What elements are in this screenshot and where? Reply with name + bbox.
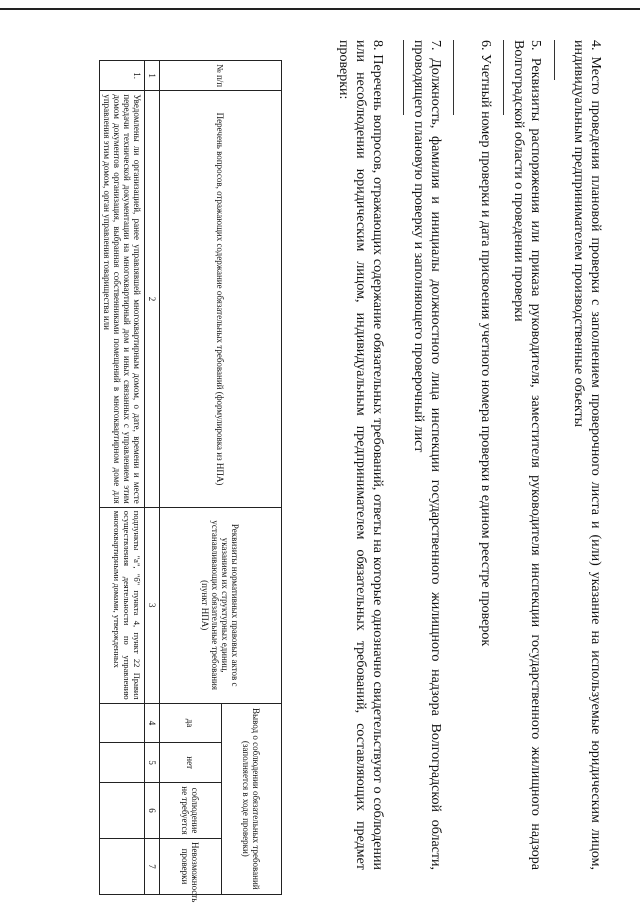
table-index-row [145,61,160,895]
paragraph-4-text: 4. Место проведения плановой проверки с заполнением проверочного листа и (или) указание на используемые юридическим лицом, индивидуальным предпринимателем производственные объекты [571,40,603,870]
table-header-row [222,61,282,895]
index-cell: 4 [145,703,160,743]
row-requisite: подпункты "а", "б" пункта 4, пункт 22 Правил осуществления деятельности по управлению многоквартирными домами, утвержденных [100,507,145,703]
row-answer-not-required[interactable] [100,782,145,838]
index-cell: 3 [145,507,160,703]
paragraph-7-text: 7. Должность, фамилия и инициалы должностного лица инспекции государственного жилищного надзора Волгоградской области, проводящего плановую проверку и заполняющего проверочный лист [411,40,443,870]
row-question: Уведомлены ли организацией, ранее управлявшей многоквартирным домом, о дате, времени и месте передачи технической документации на многоквартирный дом и иных связанных с управлением этим домом документов организация, выбранная собственниками помещений в многоквартирном доме для управления этим домом, орган управления товарищества или [100,91,145,507]
header-requisites: Реквизиты нормативных правовых актов с указанием их структурных единиц, устанавливающих обязательные требования (пункт НПА) [160,507,282,703]
paragraph-8-text: 8. Перечень вопросов, отражающих содержание обязательных требований, ответы на которые однозначно свидетельствуют о соблюдении или несоблюдении юридическим лицом, индивидуальным предпринимателем обязательных требований, составляющих предмет проверки: [336,40,385,870]
fill-line-7 [403,40,404,115]
index-cell: 5 [145,743,160,783]
header-conclusion: Вывод о соблюдении обязательных требований (заполняется в ходе проверки) [222,703,282,894]
row-answer-impossible[interactable] [100,838,145,894]
row-answer-yes[interactable] [100,703,145,743]
header-not-required: соблюдение не требуется [160,782,222,838]
fill-line-6 [453,40,454,115]
paragraph-8 [335,40,386,870]
header-impossible: Невозможность проверки [160,838,222,894]
table-row [100,61,145,895]
index-cell: 1 [145,61,160,91]
paragraph-6 [477,40,494,870]
row-num: 1. [100,61,145,91]
paragraph-5-text: 5. Реквизиты распоряжения или приказа руководителя, заместителя руководителя инспекции государственного жилищного надзора Волгоградской области о проведении проверки [511,40,543,870]
index-cell: 2 [145,91,160,507]
header-num: № п/п [160,61,282,91]
checklist-table [99,60,282,903]
index-cell: 7 [145,838,160,894]
fill-line-4 [554,40,555,80]
header-yes: да [160,703,222,743]
fill-line-5 [503,40,504,115]
paragraph-5 [510,40,544,870]
paragraph-6-text: 6. Учетный номер проверки и дата присвоения учетного номера проверки в едином реестре проверок [478,40,493,647]
index-cell: 6 [145,782,160,838]
row-answer-no[interactable] [100,743,145,783]
paragraph-4 [570,40,604,870]
header-no: нет [160,743,222,783]
header-questions: Перечень вопросов, отражающих содержание обязательных требований (формулировка из НПА) [160,91,282,507]
paragraph-7 [410,40,444,870]
